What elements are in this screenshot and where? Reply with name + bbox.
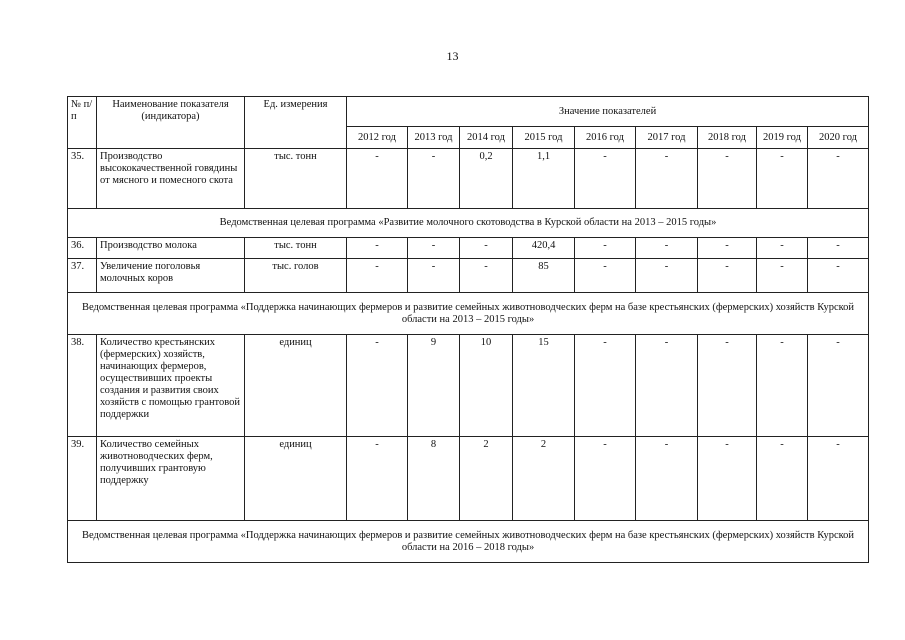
value-cell: - [757, 259, 808, 293]
row-num: 37. [68, 259, 97, 293]
value-cell: - [698, 335, 757, 437]
value-cell: 0,2 [460, 149, 513, 209]
header-year: 2017 год [636, 127, 698, 149]
value-cell: - [757, 335, 808, 437]
header-unit: Ед. измерения [245, 97, 347, 149]
value-cell: 2 [460, 437, 513, 521]
value-cell: - [408, 259, 460, 293]
unit-cell: тыс. тонн [245, 238, 347, 259]
header-name: Наименование показателя (индикатора) [97, 97, 245, 149]
value-cell: - [808, 149, 869, 209]
unit-cell: единиц [245, 335, 347, 437]
value-cell: - [575, 335, 636, 437]
header-year: 2015 год [513, 127, 575, 149]
program-row [68, 521, 869, 563]
table-header [68, 97, 869, 149]
value-cell: - [575, 259, 636, 293]
row-num: 38. [68, 335, 97, 437]
value-cell: - [460, 238, 513, 259]
value-cell: 15 [513, 335, 575, 437]
value-cell: - [408, 149, 460, 209]
header-year: 2020 год [808, 127, 869, 149]
program-row [68, 293, 869, 335]
value-cell: 10 [460, 335, 513, 437]
table-row [68, 238, 869, 259]
value-cell: - [460, 259, 513, 293]
header-year: 2018 год [698, 127, 757, 149]
value-cell: 9 [408, 335, 460, 437]
value-cell: - [347, 149, 408, 209]
program-title: Ведомственная целевая программа «Поддержка начинающих фермеров и развитие семейных животноводческих ферм на базе крестьянских (фермерских) хозяйств Курской области на 2013 – 2015 годы» [68, 293, 869, 335]
header-values: Значение показателей [347, 97, 869, 127]
header-year: 2016 год [575, 127, 636, 149]
page-number: 13 [446, 49, 459, 63]
unit-cell: тыс. голов [245, 259, 347, 293]
value-cell: - [408, 238, 460, 259]
value-cell: - [757, 238, 808, 259]
header-num: № п/п [68, 97, 97, 149]
indicator-name: Увеличение поголовья молочных коров [97, 259, 245, 293]
value-cell: - [347, 238, 408, 259]
value-cell: - [636, 259, 698, 293]
value-cell: 2 [513, 437, 575, 521]
indicators-table [67, 96, 869, 563]
value-cell: - [575, 149, 636, 209]
value-cell: - [575, 437, 636, 521]
value-cell: - [698, 259, 757, 293]
value-cell: - [636, 437, 698, 521]
value-cell: - [636, 335, 698, 437]
program-title: Ведомственная целевая программа «Развитие молочного скотоводства в Курской области на 2013 – 2015 годы» [68, 209, 869, 238]
value-cell: - [347, 259, 408, 293]
value-cell: - [698, 238, 757, 259]
header-year: 2012 год [347, 127, 408, 149]
indicator-name: Производство высококачественной говядины от мясного и помесного скота [97, 149, 245, 209]
indicator-name: Производство молока [97, 238, 245, 259]
row-num: 35. [68, 149, 97, 209]
header-year: 2019 год [757, 127, 808, 149]
table-row [68, 149, 869, 209]
value-cell: - [636, 149, 698, 209]
value-cell: - [698, 437, 757, 521]
value-cell: - [698, 149, 757, 209]
value-cell: - [757, 437, 808, 521]
table-row [68, 259, 869, 293]
table-row [68, 335, 869, 437]
header-year: 2013 год [408, 127, 460, 149]
value-cell: 420,4 [513, 238, 575, 259]
value-cell: 1,1 [513, 149, 575, 209]
program-row [68, 209, 869, 238]
indicator-name: Количество семейных животноводческих ферм, получивших грантовую поддержку [97, 437, 245, 521]
value-cell: - [808, 238, 869, 259]
value-cell: - [808, 259, 869, 293]
indicator-name: Количество крестьянских (фермерских) хозяйств, начинающих фермеров, осуществивших проекты создания и развития своих хозяйств с помощью грантовой поддержки [97, 335, 245, 437]
value-cell: - [757, 149, 808, 209]
table-row [68, 437, 869, 521]
program-title: Ведомственная целевая программа «Поддержка начинающих фермеров и развитие семейных животноводческих ферм на базе крестьянских (фермерских) хозяйств Курской области на 2016 – 2018 годы» [68, 521, 869, 563]
value-cell: - [347, 335, 408, 437]
value-cell: - [636, 238, 698, 259]
value-cell: - [808, 335, 869, 437]
row-num: 36. [68, 238, 97, 259]
value-cell: - [808, 437, 869, 521]
unit-cell: тыс. тонн [245, 149, 347, 209]
header-year: 2014 год [460, 127, 513, 149]
value-cell: 8 [408, 437, 460, 521]
table-body [68, 149, 869, 563]
value-cell: - [347, 437, 408, 521]
value-cell: - [575, 238, 636, 259]
unit-cell: единиц [245, 437, 347, 521]
value-cell: 85 [513, 259, 575, 293]
row-num: 39. [68, 437, 97, 521]
